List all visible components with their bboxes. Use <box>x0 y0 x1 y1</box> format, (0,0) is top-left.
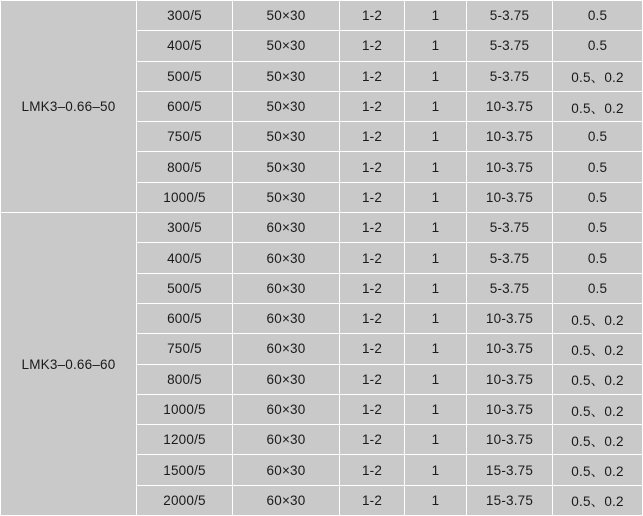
cell-accuracy: 0.5 <box>553 213 643 243</box>
cell-va: 10-3.75 <box>467 91 553 121</box>
cell-va: 5-3.75 <box>467 243 553 273</box>
cell-accuracy: 0.5、0.2 <box>553 61 643 91</box>
cell-va: 5-3.75 <box>467 61 553 91</box>
cell-accuracy: 0.5 <box>553 182 643 212</box>
cell-ratio: 500/5 <box>137 61 233 91</box>
cell-size: 50×30 <box>233 61 340 91</box>
cell-count: 1 <box>405 152 467 182</box>
cell-size: 60×30 <box>233 334 340 364</box>
cell-class: 1-2 <box>340 213 405 243</box>
cell-va: 15-3.75 <box>467 485 553 515</box>
cell-count: 1 <box>405 303 467 333</box>
cell-size: 60×30 <box>233 243 340 273</box>
table-body <box>1 1 643 516</box>
cell-ratio: 400/5 <box>137 243 233 273</box>
cell-count: 1 <box>405 122 467 152</box>
cell-accuracy: 0.5 <box>553 122 643 152</box>
cell-class: 1-2 <box>340 152 405 182</box>
cell-ratio: 2000/5 <box>137 485 233 515</box>
cell-count: 1 <box>405 485 467 515</box>
cell-class: 1-2 <box>340 334 405 364</box>
cell-count: 1 <box>405 364 467 394</box>
cell-ratio: 1500/5 <box>137 455 233 485</box>
table-row <box>1 213 643 243</box>
cell-accuracy: 0.5、0.2 <box>553 485 643 515</box>
cell-count: 1 <box>405 394 467 424</box>
cell-class: 1-2 <box>340 61 405 91</box>
model-cell: LMK3–0.66–50 <box>1 1 137 213</box>
cell-count: 1 <box>405 455 467 485</box>
cell-count: 1 <box>405 182 467 212</box>
cell-class: 1-2 <box>340 485 405 515</box>
cell-size: 60×30 <box>233 303 340 333</box>
table-row <box>1 1 643 31</box>
cell-ratio: 750/5 <box>137 122 233 152</box>
cell-count: 1 <box>405 334 467 364</box>
cell-va: 5-3.75 <box>467 1 553 31</box>
cell-va: 5-3.75 <box>467 213 553 243</box>
cell-ratio: 800/5 <box>137 152 233 182</box>
cell-accuracy: 0.5 <box>553 31 643 61</box>
cell-class: 1-2 <box>340 1 405 31</box>
cell-va: 10-3.75 <box>467 334 553 364</box>
cell-ratio: 800/5 <box>137 364 233 394</box>
cell-size: 60×30 <box>233 485 340 515</box>
cell-count: 1 <box>405 243 467 273</box>
cell-accuracy: 0.5、0.2 <box>553 364 643 394</box>
cell-ratio: 1200/5 <box>137 425 233 455</box>
cell-va: 10-3.75 <box>467 364 553 394</box>
cell-va: 10-3.75 <box>467 303 553 333</box>
cell-class: 1-2 <box>340 364 405 394</box>
cell-ratio: 300/5 <box>137 213 233 243</box>
cell-count: 1 <box>405 1 467 31</box>
cell-size: 50×30 <box>233 91 340 121</box>
cell-accuracy: 0.5 <box>553 243 643 273</box>
cell-accuracy: 0.5、0.2 <box>553 425 643 455</box>
cell-size: 50×30 <box>233 122 340 152</box>
cell-va: 5-3.75 <box>467 31 553 61</box>
cell-size: 50×30 <box>233 152 340 182</box>
cell-count: 1 <box>405 31 467 61</box>
cell-class: 1-2 <box>340 182 405 212</box>
cell-class: 1-2 <box>340 425 405 455</box>
cell-count: 1 <box>405 91 467 121</box>
cell-size: 60×30 <box>233 455 340 485</box>
cell-class: 1-2 <box>340 455 405 485</box>
cell-size: 50×30 <box>233 182 340 212</box>
cell-va: 10-3.75 <box>467 394 553 424</box>
cell-ratio: 300/5 <box>137 1 233 31</box>
cell-size: 60×30 <box>233 394 340 424</box>
cell-accuracy: 0.5、0.2 <box>553 303 643 333</box>
cell-va: 15-3.75 <box>467 455 553 485</box>
cell-count: 1 <box>405 213 467 243</box>
cell-class: 1-2 <box>340 122 405 152</box>
cell-ratio: 1000/5 <box>137 394 233 424</box>
cell-size: 50×30 <box>233 31 340 61</box>
cell-accuracy: 0.5 <box>553 152 643 182</box>
cell-ratio: 750/5 <box>137 334 233 364</box>
cell-count: 1 <box>405 61 467 91</box>
cell-size: 60×30 <box>233 273 340 303</box>
cell-size: 60×30 <box>233 213 340 243</box>
cell-class: 1-2 <box>340 273 405 303</box>
cell-accuracy: 0.5 <box>553 273 643 303</box>
cell-va: 10-3.75 <box>467 425 553 455</box>
cell-va: 5-3.75 <box>467 273 553 303</box>
cell-class: 1-2 <box>340 394 405 424</box>
cell-class: 1-2 <box>340 303 405 333</box>
cell-count: 1 <box>405 273 467 303</box>
cell-accuracy: 0.5 <box>553 1 643 31</box>
model-cell: LMK3–0.66–60 <box>1 213 137 516</box>
cell-size: 50×30 <box>233 1 340 31</box>
cell-ratio: 600/5 <box>137 91 233 121</box>
cell-va: 10-3.75 <box>467 122 553 152</box>
cell-size: 60×30 <box>233 425 340 455</box>
cell-accuracy: 0.5、0.2 <box>553 394 643 424</box>
cell-accuracy: 0.5、0.2 <box>553 91 643 121</box>
cell-ratio: 600/5 <box>137 303 233 333</box>
cell-ratio: 1000/5 <box>137 182 233 212</box>
cell-ratio: 500/5 <box>137 273 233 303</box>
cell-accuracy: 0.5、0.2 <box>553 455 643 485</box>
cell-size: 60×30 <box>233 364 340 394</box>
cell-va: 10-3.75 <box>467 182 553 212</box>
cell-class: 1-2 <box>340 243 405 273</box>
cell-accuracy: 0.5、0.2 <box>553 334 643 364</box>
cell-va: 10-3.75 <box>467 152 553 182</box>
cell-class: 1-2 <box>340 91 405 121</box>
cell-class: 1-2 <box>340 31 405 61</box>
cell-count: 1 <box>405 425 467 455</box>
cell-ratio: 400/5 <box>137 31 233 61</box>
